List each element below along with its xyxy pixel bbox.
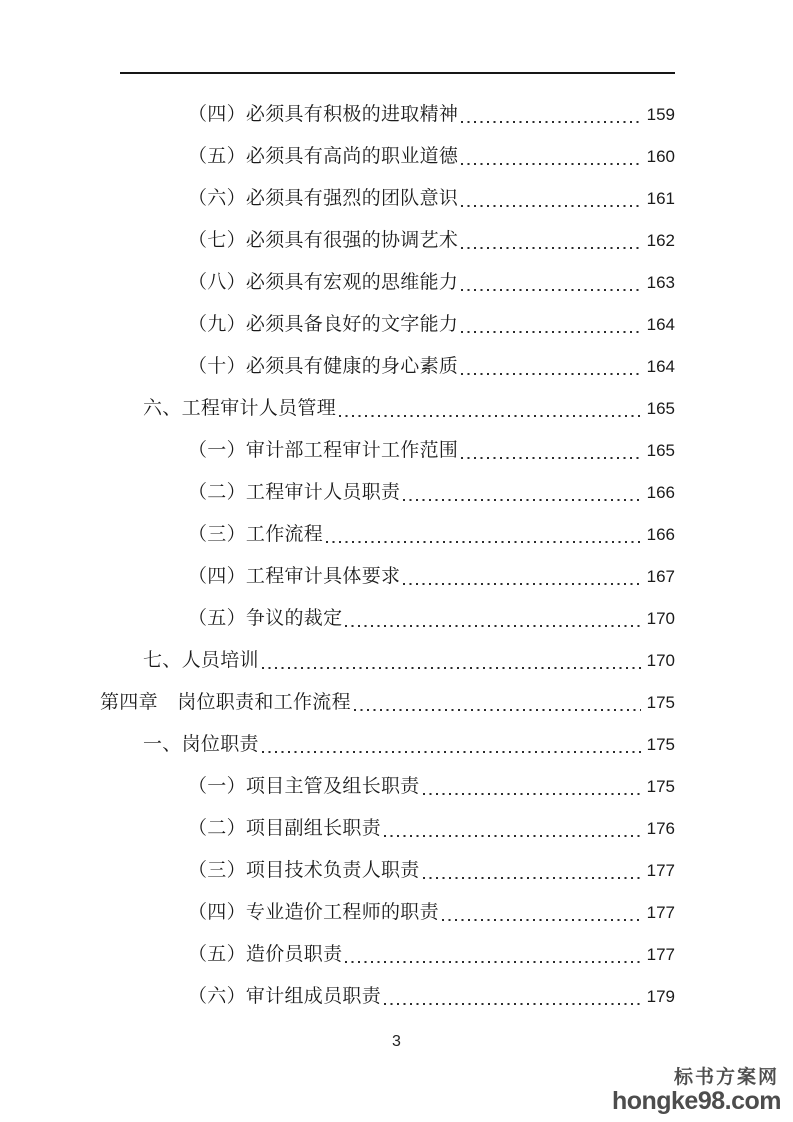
dot-leader (345, 934, 641, 976)
dot-leader (339, 388, 641, 430)
toc-entry[interactable] (0, 388, 675, 430)
toc-entry-page: 164 (646, 315, 675, 334)
toc-entry-title: 一、岗位职责 (143, 734, 259, 755)
toc-entry-title: （五）必须具有高尚的职业道德 (188, 146, 459, 167)
dot-leader (461, 304, 641, 346)
toc-entry[interactable] (0, 262, 675, 304)
toc-entry-title: （三）项目技术负责人职责 (188, 860, 420, 881)
dot-leader (403, 556, 641, 598)
table-of-contents (0, 94, 675, 1018)
dot-leader (423, 766, 641, 808)
toc-entry-page: 164 (646, 357, 675, 376)
toc-entry-page: 166 (646, 483, 675, 502)
toc-entry[interactable] (0, 220, 675, 262)
toc-entry[interactable] (0, 724, 675, 766)
toc-entry-title: （六）必须具有强烈的团队意识 (188, 188, 459, 209)
toc-entry-title: （四）专业造价工程师的职责 (188, 902, 439, 923)
toc-entry-page: 165 (646, 399, 675, 418)
dot-leader (461, 136, 641, 178)
toc-entry[interactable] (0, 304, 675, 346)
dot-leader (384, 808, 641, 850)
toc-entry-title: （十）必须具有健康的身心素质 (188, 356, 459, 377)
toc-entry[interactable] (0, 934, 675, 976)
toc-entry-title: （四）必须具有积极的进取精神 (188, 104, 459, 125)
toc-entry-title: （九）必须具备良好的文字能力 (188, 314, 459, 335)
header-rule (120, 72, 675, 74)
toc-entry-page: 177 (646, 903, 675, 922)
dot-leader (461, 178, 641, 220)
toc-entry-title: （一）审计部工程审计工作范围 (188, 440, 459, 461)
toc-entry[interactable] (0, 556, 675, 598)
toc-entry-title: （三）工作流程 (188, 524, 324, 545)
toc-entry-page: 176 (646, 819, 675, 838)
toc-entry-page: 161 (646, 189, 675, 208)
toc-entry[interactable] (0, 178, 675, 220)
toc-entry-page: 175 (646, 693, 675, 712)
dot-leader (461, 430, 641, 472)
toc-entry-title: （一）项目主管及组长职责 (188, 776, 420, 797)
toc-entry-page: 160 (646, 147, 675, 166)
dot-leader (262, 640, 641, 682)
toc-entry-title: 第四章 岗位职责和工作流程 (100, 692, 351, 713)
toc-entry-page: 170 (646, 651, 675, 670)
dot-leader (403, 472, 641, 514)
toc-entry-page: 166 (646, 525, 675, 544)
toc-entry-title: 七、人员培训 (143, 650, 259, 671)
toc-entry-page: 167 (646, 567, 675, 586)
dot-leader (384, 976, 641, 1018)
toc-entry-page: 162 (646, 231, 675, 250)
toc-entry[interactable] (0, 808, 675, 850)
toc-entry[interactable] (0, 430, 675, 472)
toc-entry[interactable] (0, 976, 675, 1018)
toc-entry-page: 170 (646, 609, 675, 628)
page-footer-number: 3 (392, 1033, 401, 1050)
toc-entry[interactable] (0, 472, 675, 514)
dot-leader (326, 514, 641, 556)
toc-entry-title: 六、工程审计人员管理 (143, 398, 337, 419)
dot-leader (354, 682, 641, 724)
dot-leader (461, 94, 641, 136)
toc-entry[interactable] (0, 850, 675, 892)
toc-entry[interactable] (0, 766, 675, 808)
dot-leader (461, 262, 641, 304)
toc-entry[interactable] (0, 136, 675, 178)
toc-entry-page: 175 (646, 735, 675, 754)
toc-entry-page: 179 (646, 987, 675, 1006)
watermark-site-name: 标书方案网 (673, 1066, 779, 1088)
watermark-site-url: hongke98.com (611, 1086, 781, 1115)
toc-entry-title: （八）必须具有宏观的思维能力 (188, 272, 459, 293)
dot-leader (461, 346, 641, 388)
toc-entry-title: （二）项目副组长职责 (188, 818, 382, 839)
dot-leader (345, 598, 641, 640)
toc-entry-page: 175 (646, 777, 675, 796)
toc-entry-title: （六）审计组成员职责 (188, 986, 382, 1007)
toc-entry-title: （五）造价员职责 (188, 944, 343, 965)
toc-entry[interactable] (0, 640, 675, 682)
toc-entry-title: （二）工程审计人员职责 (188, 482, 401, 503)
toc-entry[interactable] (0, 514, 675, 556)
toc-entry-title: （五）争议的裁定 (188, 608, 343, 629)
toc-entry[interactable] (0, 346, 675, 388)
toc-entry[interactable] (0, 598, 675, 640)
dot-leader (423, 850, 641, 892)
dot-leader (461, 220, 641, 262)
toc-entry[interactable] (0, 682, 675, 724)
toc-entry-page: 177 (646, 945, 675, 964)
watermark (612, 1068, 781, 1114)
toc-entry-page: 163 (646, 273, 675, 292)
toc-entry-page: 165 (646, 441, 675, 460)
toc-entry-title: （七）必须具有很强的协调艺术 (188, 230, 459, 251)
toc-entry-page: 177 (646, 861, 675, 880)
toc-entry[interactable] (0, 892, 675, 934)
toc-entry-title: （四）工程审计具体要求 (188, 566, 401, 587)
dot-leader (442, 892, 641, 934)
toc-entry[interactable] (0, 94, 675, 136)
dot-leader (262, 724, 641, 766)
toc-entry-page: 159 (646, 105, 675, 124)
